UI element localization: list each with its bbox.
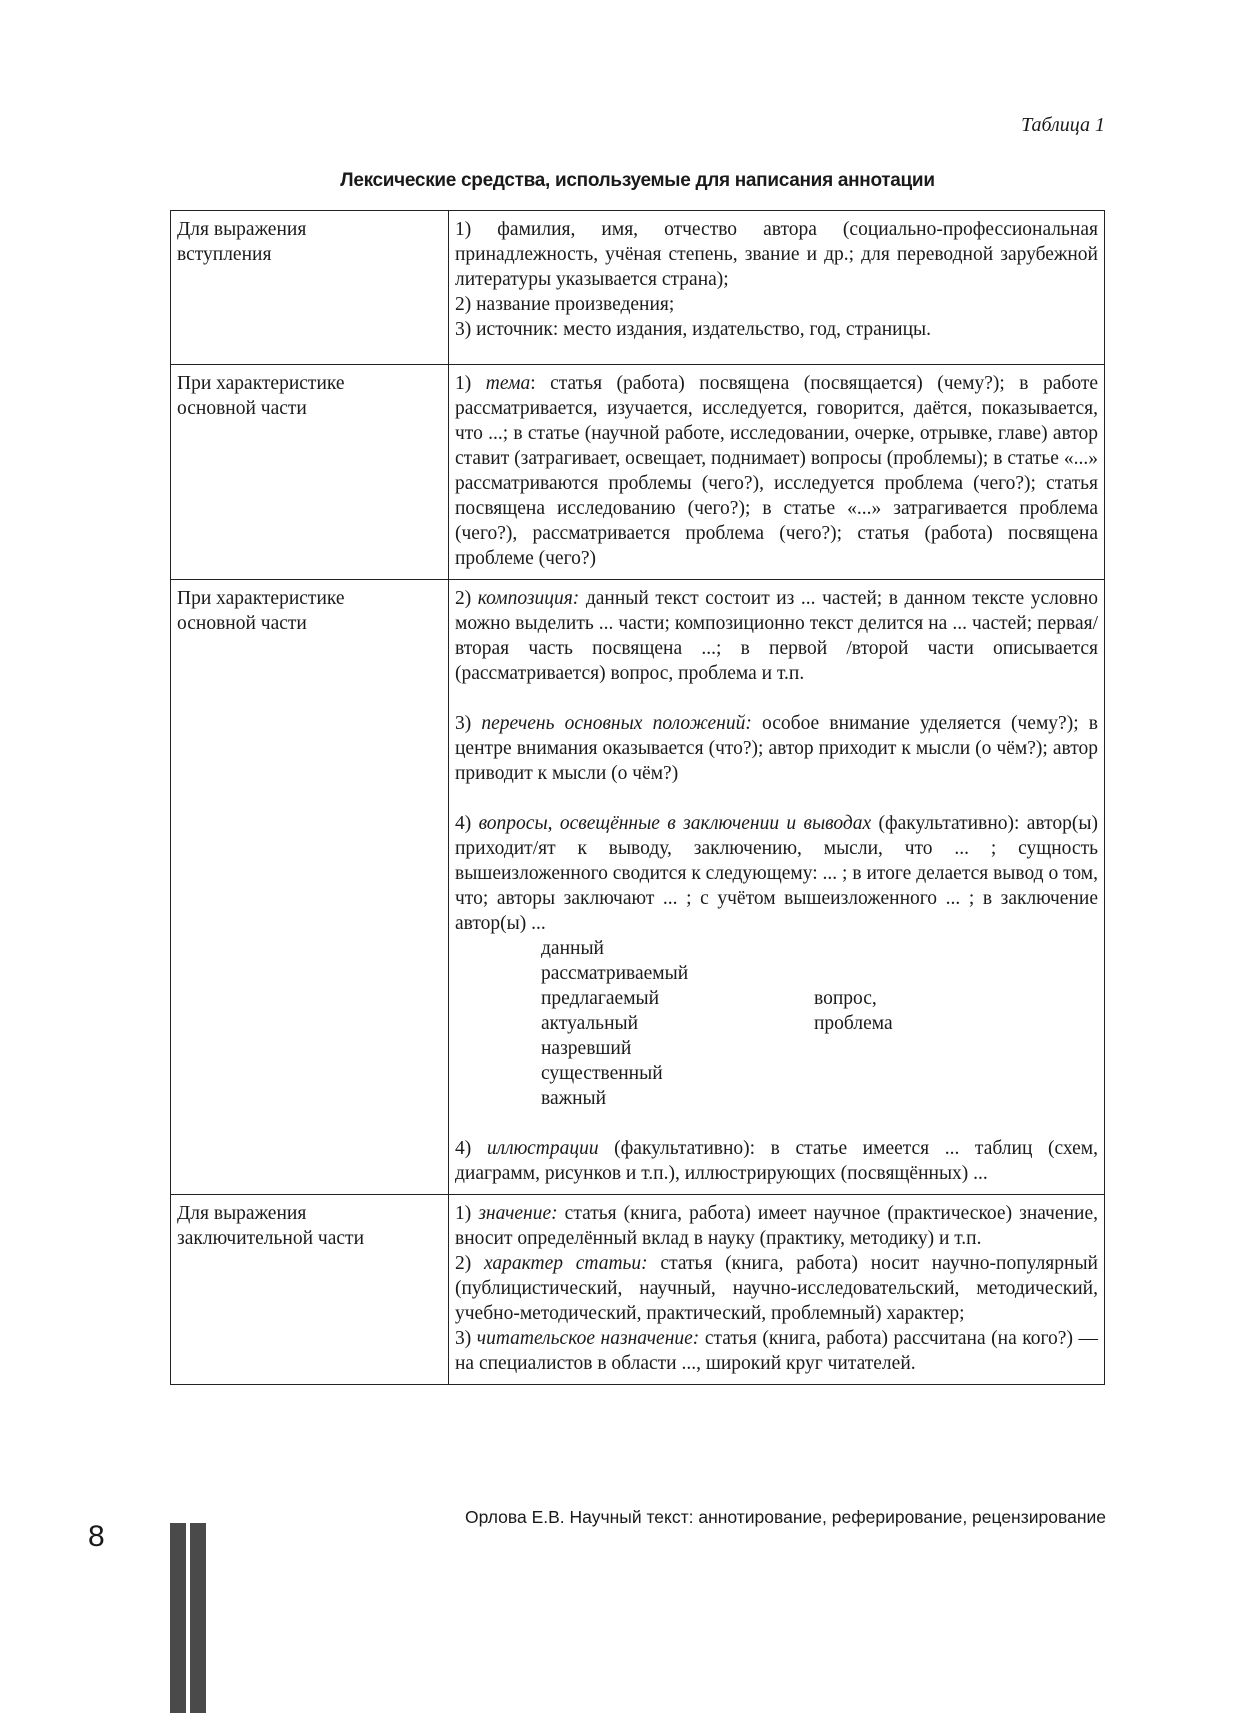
adjective: актуальный	[541, 1013, 639, 1034]
content-line: 3) источник: место издания, издательство, год, страницы.	[455, 319, 932, 340]
adjective: важный	[541, 1088, 607, 1109]
table-row	[171, 211, 1105, 365]
table-row	[171, 365, 1105, 580]
content-paragraph: 1) тема: статья (работа) посвящена (посвящается) (чему?); в работе рассматривается, изучается, исследуется, говорится, даётся, показывается, что ...; в статье (научной работе, исследовании, очерке, отрывке, главе) автор ставит (затрагивает, освещает, поднимает) вопросы (проблемы); в статье «...» рассматриваются проблемы (чего?), исследуется проблема (чего?); статья посвящена исследованию (чего?); в статье «...» затрагивается проблема (чего?), рассматривается проблема (чего?); статья (работа) посвящена проблеме (чего?)	[455, 373, 1099, 569]
table-title: Лексические средства, используемые для написания аннотации	[340, 170, 935, 191]
adjective: существенный	[541, 1063, 663, 1084]
row-content	[449, 365, 1105, 580]
content-line: 1) фамилия, имя, отчество автора (социально-профессиональная принадлежность, учёная степень, звание и др.; для переводной зарубежной литературы указывается страна);	[455, 219, 1098, 290]
term-conclusions: вопросы, освещённые в заключении и выводах	[478, 813, 872, 834]
content-paragraph: 4) вопросы, освещённые в заключении и выводах (факультативно): автор(ы) приходит/ят к выводу, заключению, мысли, что ... ; сущность вышеизложенного сводится к следующему: ... ; в итоге делается вывод о том, что; авторы заключают ... ; с учётом вышеизложенного ... ; в заключение автор(ы) ...	[455, 813, 1098, 934]
term-article-character: характер статьи:	[484, 1253, 648, 1274]
page-number: 8	[88, 1520, 105, 1553]
term-main-points: перечень основных положений:	[481, 713, 752, 734]
row-label: При характеристике основной части	[171, 580, 449, 1195]
row-content	[449, 580, 1105, 1195]
adjective: предлагаемый	[541, 988, 660, 1009]
word-combination-block	[455, 936, 1098, 1111]
noun: вопрос,	[814, 988, 877, 1009]
table-caption: Таблица 1	[1021, 114, 1105, 136]
adjective: данный	[541, 938, 604, 959]
content-paragraph: 2) композиция: данный текст состоит из ... частей; в данном тексте условно можно выделить ... части; композиционно текст делится на ... частей; первая/вторая часть посвящена ...; в первой /второй части описывается (рассматривается) вопрос, проблема и т.п.	[455, 588, 1098, 684]
term-readership: читательское назначение:	[476, 1328, 700, 1349]
row-label: Для выражения заключительной части	[171, 1195, 449, 1385]
term-significance: значение:	[478, 1203, 558, 1224]
noun: проблема	[814, 1013, 893, 1034]
adjective: рассматриваемый	[541, 963, 689, 984]
term-composition: композиция:	[477, 588, 580, 609]
running-footer: Орлова Е.В. Научный текст: аннотирование, реферирование, рецензирование	[465, 1507, 1106, 1527]
adjective: назревший	[541, 1038, 632, 1059]
term-illustrations: иллюстрации	[486, 1138, 599, 1159]
table-row	[171, 580, 1105, 1195]
content-paragraph: 3) перечень основных положений: особое внимание уделяется (чему?); в центре внимания оказывается (что?); автор приходит к мысли (о чём?); автор приводит к мысли (о чём?)	[455, 713, 1098, 784]
term-theme: тема	[485, 373, 531, 394]
table-row	[171, 1195, 1105, 1385]
content-line: 2) название произведения;	[455, 294, 675, 315]
decorative-bar	[170, 1523, 186, 1713]
adjective-list	[541, 936, 814, 1111]
content-paragraph: 3) читательское назначение: статья (книга, работа) рассчитана (на кого?) — на специалистов в области ..., широкий круг читателей.	[455, 1328, 1098, 1374]
row-content	[449, 211, 1105, 365]
content-paragraph: 2) характер статьи: статья (книга, работа) носит научно-популярный (публицистический, научный, научно-исследовательский, методический, учебно-методический, практический, проблемный) характер;	[455, 1253, 1098, 1324]
row-label: Для выражения вступления	[171, 211, 449, 365]
noun-list	[814, 936, 893, 1111]
decorative-bar	[190, 1523, 206, 1713]
row-label: При характеристике основной части	[171, 365, 449, 580]
content-paragraph: 4) иллюстрации (факультативно): в статье имеется ... таблиц (схем, диаграмм, рисунков и т.п.), иллюстрирующих (посвящённых) ...	[455, 1138, 1098, 1184]
lexical-means-table	[170, 210, 1105, 1385]
content-paragraph: 1) значение: статья (книга, работа) имеет научное (практическое) значение, вносит определённый вклад в науку (практику, методику) и т.п.	[455, 1203, 1099, 1249]
row-content	[449, 1195, 1105, 1385]
